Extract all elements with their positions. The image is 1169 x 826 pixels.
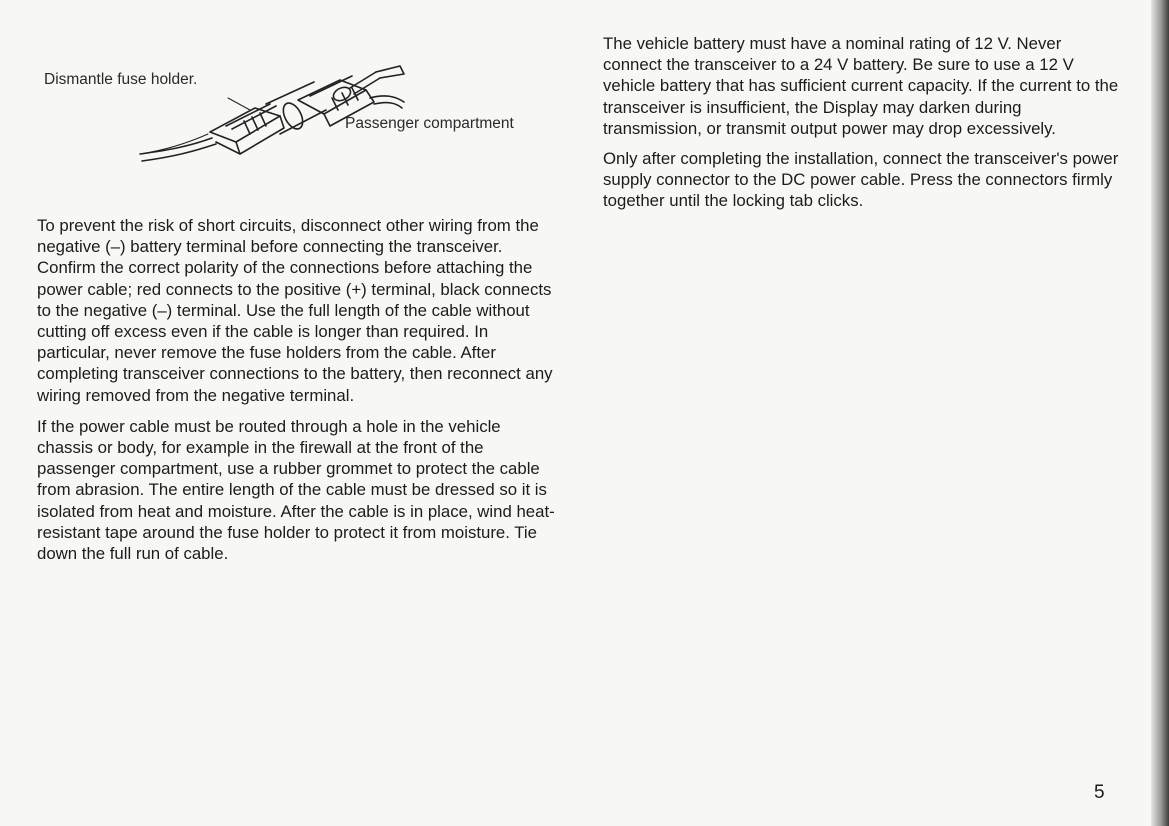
passenger-compartment-label: Passenger compartment — [345, 115, 514, 132]
fuse-holder-diagram — [40, 58, 560, 188]
page-number: 5 — [1094, 782, 1105, 803]
left-text-column — [37, 215, 557, 564]
dismantle-fuse-holder-label: Dismantle fuse holder. — [44, 71, 198, 88]
battery-terminal-paragraph: To prevent the risk of short circuits, disconnect other wiring from the negative (–) battery terminal before connecting the transceiver. Confirm the correct polarity of the connections before attaching the power cable; red connects to the positive (+) terminal, black connects to the negative (–) terminal. Use the full length of the cable without cutting off excess even if the cable is longer than required. In particular, never remove the fuse holders from the cable. After completing transceiver connections to the battery, then reconnect any wiring removed from the negative terminal. — [37, 216, 553, 405]
connector-paragraph: Only after completing the installation, connect the transceiver's power supply connector to the DC power cable. Press the connectors firmly together until the locking tab clicks. — [603, 149, 1119, 211]
cable-routing-paragraph: If the power cable must be routed through a hole in the vehicle chassis or body, for example in the firewall at the front of the passenger compartment, use a rubber grommet to protect the cable from abrasion. The entire length of the cable must be dressed so it is isolated from heat and moisture. After the cable is in place, wind heat-resistant tape around the fuse holder to protect it from moisture. Tie down the full run of cable. — [37, 416, 555, 564]
right-text-column — [603, 33, 1123, 212]
page-binding-edge — [1151, 0, 1169, 826]
battery-rating-paragraph: The vehicle battery must have a nominal rating of 12 V. Never connect the transceiver to a 24 V battery. Be sure to use a 12 V vehicle battery that has sufficient current capacity. If the current to the transceiver is insufficient, the Display may darken during transmission, or transmit output power may drop excessively. — [603, 34, 1119, 138]
